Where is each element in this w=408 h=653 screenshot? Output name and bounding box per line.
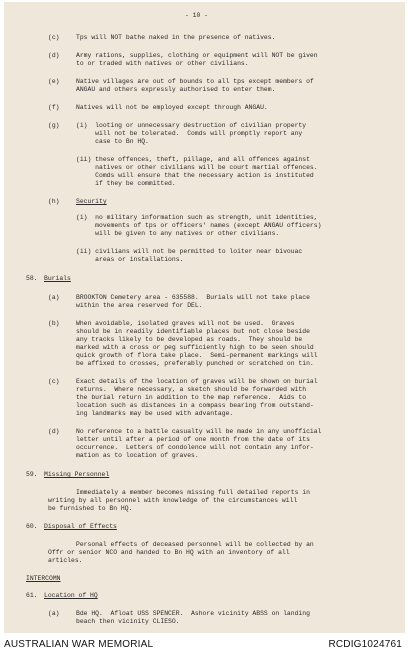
- paragraph-line: (i) looting or unnecessary destruction of civilian property: [76, 122, 307, 129]
- archive-footer: [0, 635, 408, 653]
- paragraph-line: ing landmarks may be used with advantage.: [76, 410, 234, 417]
- paragraph-line: When avoidable, isolated graves will not be used. Graves: [76, 320, 295, 327]
- paragraph-line: location such as distances in a compass bearing from outstand-: [76, 402, 314, 409]
- paragraph-line: areas or installations.: [76, 256, 184, 263]
- section-heading-security: Security: [76, 198, 107, 205]
- paragraph-line: Native villages are out of bounds to all tps except members of: [76, 78, 314, 85]
- paragraph-label: (g): [48, 122, 60, 129]
- paragraph-label: (b): [48, 320, 60, 327]
- paragraph-line: articles.: [48, 557, 83, 564]
- section-number: 60.: [26, 523, 38, 530]
- paragraph-line: to or traded with natives or other civilians.: [76, 60, 249, 67]
- section-number: 61.: [26, 592, 38, 599]
- paragraph-label: (e): [48, 78, 60, 85]
- paragraph-line: Army rations, supplies, clothing or equipment will NOT be given: [76, 52, 318, 59]
- paragraph-line: Exact details of the location of graves will be shown on burial: [76, 378, 318, 385]
- paragraph-label: (d): [48, 52, 60, 59]
- paragraph-label: (a): [48, 294, 60, 301]
- archive-name: AUSTRALIAN WAR MEMORIAL: [4, 639, 154, 650]
- paragraph-label: (d): [48, 428, 60, 435]
- paragraph-line: beach then vicinity CLIESO.: [76, 618, 180, 625]
- section-number: 58.: [26, 275, 38, 282]
- paragraph-line: within the area reserved for DEL.: [76, 302, 203, 309]
- paragraph-line: the burial return in addition to the map reference. Aids to: [76, 394, 307, 401]
- paragraph-line: case to Bn HQ.: [76, 138, 149, 145]
- document-page: [4, 2, 405, 633]
- section-heading-location-of-hq: Location of HQ: [44, 592, 98, 599]
- paragraph-line: (ii) these offences, theft, pillage, and all offences against: [76, 156, 310, 163]
- paragraph-line: should be in readily identifiable places but not close beside: [76, 328, 310, 335]
- paragraph-line: Natives will not be employed except through ANGAU.: [76, 104, 268, 111]
- section-heading-intercomn: INTERCOMN: [26, 575, 61, 582]
- paragraph-line: will be given to any natives or other civilians.: [76, 230, 280, 237]
- paragraph-line: be affixed to crosses, preferably punched or scratched on tin.: [76, 360, 314, 367]
- paragraph-label: (a): [48, 610, 60, 617]
- paragraph-line: if they be committed.: [76, 180, 176, 187]
- paragraph-line: (i) no military information such as strength, unit identities,: [76, 214, 318, 221]
- paragraph-label: (h): [48, 198, 60, 205]
- paragraph-line: be furnished to Bn HQ.: [48, 505, 133, 512]
- paragraph-line: will not be tolerated. Comds will promptly report any: [76, 130, 303, 137]
- paragraph-line: BROOKTON Cemetery area - 635588. Burials will not take place: [76, 294, 310, 301]
- paragraph-line: quick growth of flora take place. Semi-permanent markings will: [76, 352, 318, 359]
- paragraph-line: letter until after a period of one month from the date of its: [76, 436, 310, 443]
- archive-record-id: RCDIG1024761: [328, 639, 402, 650]
- paragraph-line: No reference to a battle casualty will be made in any unofficial: [76, 428, 322, 435]
- paragraph-line: ANGAU and others expressly authorised to enter them.: [76, 86, 276, 93]
- paragraph-line: mation as to location of graves.: [76, 452, 199, 459]
- paragraph-line: natives or other civilians will be court martial offences.: [76, 164, 318, 171]
- paragraph-line: marked with a cross or peg sufficiently high to be seen should: [76, 344, 314, 351]
- section-heading-burials: Burials: [44, 275, 71, 282]
- paragraph-line: Offr or senior NCO and handed to Bn HQ with an inventory of all: [48, 549, 290, 556]
- paragraph-line: occurrence. Letters of condolence will not contain any infor-: [76, 444, 314, 451]
- paragraph-line: writing by all personnel with knowledge of the circumstances will: [48, 497, 298, 504]
- paragraph-label: (c): [48, 34, 60, 41]
- page-number: - 10 -: [185, 12, 209, 19]
- paragraph-label: (c): [48, 378, 60, 385]
- paragraph-line: movements of tps or officers' names (except ANGAU officers): [76, 222, 322, 229]
- paragraph-line: Immediately a member becomes missing full detailed reports in: [76, 489, 310, 496]
- paragraph-line: Comds will ensure that the necessary action is instituted: [76, 172, 314, 179]
- paragraph-line: (ii) civilians will not be permitted to loiter near bivouac: [76, 248, 303, 255]
- section-heading-missing-personnel: Missing Personnel: [44, 471, 110, 478]
- paragraph-label: (f): [48, 104, 60, 111]
- paragraph-line: returns. Where necessary, a sketch should be forwarded with: [76, 386, 307, 393]
- section-heading-disposal-of-effects: Disposal of Effects: [44, 523, 117, 530]
- paragraph-line: Personal effects of deceased personnel will be collected by an: [76, 541, 314, 548]
- section-number: 59.: [26, 471, 38, 478]
- paragraph-line: any tracks likely to be developed as roads. They should be: [76, 336, 303, 343]
- paragraph-line: Bde HQ. Afloat USS SPENCER. Ashore vicinity ABSS on landing: [76, 610, 310, 617]
- paragraph-line: Tps will NOT bathe naked in the presence of natives.: [76, 34, 276, 41]
